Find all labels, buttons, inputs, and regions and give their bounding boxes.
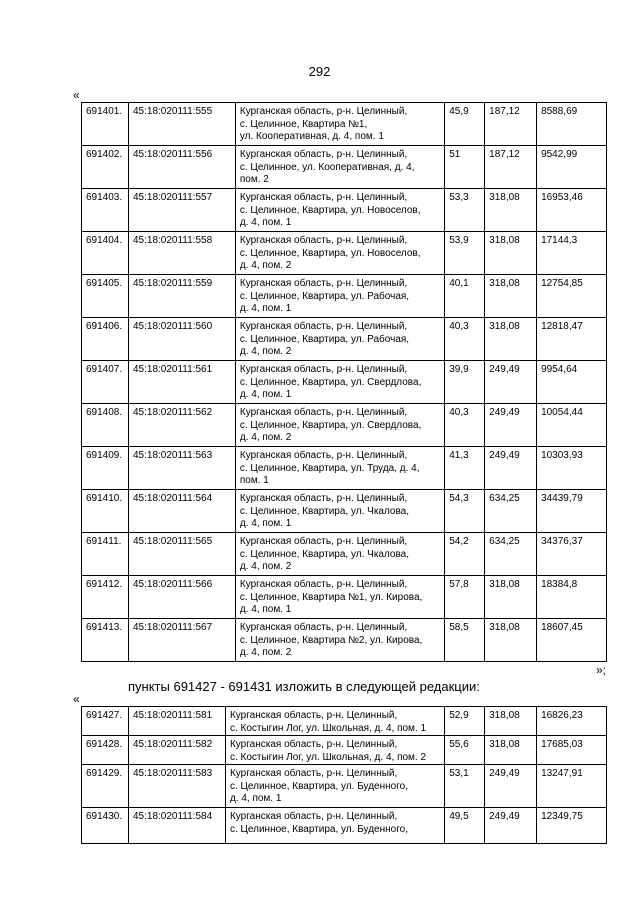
address-line: с. Целинное, ул. Кооперативная, д. 4, [239,161,415,173]
cell-cadastral-value: 18384,8 [537,576,607,619]
address-line: с. Целинное, Квартира, ул. Новоселов, [239,247,421,259]
cell-address [235,146,444,189]
cell-cadastral-number: 45:18:020111:562 [128,404,235,447]
table-row [82,533,607,576]
cell-row-number: 691406. [82,318,129,361]
address-line: Курганская область, р-н. Целинный, [239,493,408,504]
cell-cadastral-value: 34376,37 [537,533,607,576]
address-line: с. Целинное, Квартира, ул. Новоселов, [239,204,421,216]
cell-area: 53,1 [445,765,485,808]
cell-area: 40,3 [445,318,485,361]
address-line: д. 4, пом. 2 [239,346,292,357]
table-row [82,318,607,361]
address-line: Курганская область, р-н. Целинный, [239,278,408,289]
cell-cadastral-number: 45:18:020111:556 [128,146,235,189]
cell-cadastral-number: 45:18:020111:584 [128,808,225,844]
cell-rate: 249,49 [485,765,537,808]
cell-area: 40,1 [445,275,485,318]
cell-rate: 318,08 [485,736,537,765]
address-line: д. 4, пом. 1 [239,389,292,400]
cell-address [225,736,444,765]
address-line: Курганская область, р-н. Целинный, [239,192,408,203]
address-line: Курганская область, р-н. Целинный, [239,407,408,418]
cell-area: 39,9 [445,361,485,404]
address-line: с. Целинное, Квартира, ул. Рабочая, [239,333,410,345]
cell-address [235,189,444,232]
table-row [82,447,607,490]
cell-row-number: 691412. [82,576,129,619]
cell-row-number: 691407. [82,361,129,404]
address-line: Курганская область, р-н. Целинный, [239,364,408,375]
cell-rate: 249,49 [485,447,537,490]
address-line: Курганская область, р-н. Целинный, [229,739,398,750]
open-quote-2: « [73,692,80,706]
table-row [82,103,607,146]
cell-rate: 634,25 [485,490,537,533]
cell-address [235,619,444,662]
cell-area: 57,8 [445,576,485,619]
cell-rate: 318,08 [485,275,537,318]
cell-address [235,490,444,533]
address-line: д. 4, пом. 1 [239,303,292,314]
table-row [82,707,607,736]
cell-address [235,576,444,619]
address-line: с. Целинное, Квартира, ул. Буденного, [229,823,408,835]
address-line: с. Целинное, Квартира, ул. Свердлова, [239,376,422,388]
table-row [82,736,607,765]
address-line: с. Целинное, Квартира, ул. Чкалова, [239,548,410,560]
cell-address [235,533,444,576]
cell-rate: 249,49 [485,404,537,447]
cell-rate: 187,12 [485,103,537,146]
address-line: с. Целинное, Квартира, ул. Буденного, [229,780,408,792]
cell-cadastral-value: 8588,69 [537,103,607,146]
cell-cadastral-number: 45:18:020111:582 [128,736,225,765]
cell-cadastral-number: 45:18:020111:564 [128,490,235,533]
cell-cadastral-number: 45:18:020111:565 [128,533,235,576]
cell-row-number: 691411. [82,533,129,576]
cell-address [235,103,444,146]
cell-area: 54,2 [445,533,485,576]
cell-cadastral-number: 45:18:020111:561 [128,361,235,404]
cell-address [235,404,444,447]
cell-rate: 318,08 [485,318,537,361]
page-number: 292 [308,64,331,79]
cell-rate: 318,08 [485,707,537,736]
cell-cadastral-value: 18607,45 [537,619,607,662]
address-line: д. 4, пом. 1 [239,217,292,228]
cell-cadastral-number: 45:18:020111:559 [128,275,235,318]
address-line: д. 4, пом. 1 [229,793,282,804]
cell-cadastral-value: 17144,3 [537,232,607,275]
cell-area: 51 [445,146,485,189]
address-line: с. Целинное, Квартира №2, ул. Кирова, [239,634,423,646]
cell-row-number: 691402. [82,146,129,189]
address-line: Курганская область, р-н. Целинный, [229,710,398,721]
address-line: пом. 2 [239,174,269,185]
cell-row-number: 691408. [82,404,129,447]
cell-cadastral-value: 12349,75 [537,808,607,844]
address-line: д. 4, пом. 1 [239,518,292,529]
cell-row-number: 691409. [82,447,129,490]
cell-address [235,318,444,361]
address-line: д. 4, пом. 2 [239,647,292,658]
property-table-2 [81,706,607,844]
address-line: д. 4, пом. 1 [239,604,292,615]
address-line: д. 4, пом. 2 [239,432,292,443]
cell-address [235,232,444,275]
address-line: с. Костыгин Лог, ул. Школьная, д. 4, пом. 1 [229,722,427,734]
address-line: Курганская область, р-н. Целинный, [239,622,408,633]
close-quote: »; [596,663,607,677]
cell-row-number: 691427. [82,707,129,736]
cell-row-number: 691410. [82,490,129,533]
cell-cadastral-number: 45:18:020111:555 [128,103,235,146]
cell-cadastral-value: 16826,23 [537,707,607,736]
table-row [82,576,607,619]
cell-row-number: 691405. [82,275,129,318]
cell-cadastral-value: 17685,03 [537,736,607,765]
cell-cadastral-value: 12818,47 [537,318,607,361]
cell-area: 53,9 [445,232,485,275]
cell-area: 49,5 [445,808,485,844]
cell-cadastral-number: 45:18:020111:557 [128,189,235,232]
table-row [82,232,607,275]
address-line: д. 4, пом. 2 [239,561,292,572]
cell-area: 41,3 [445,447,485,490]
cell-cadastral-number: 45:18:020111:567 [128,619,235,662]
cell-area: 40,3 [445,404,485,447]
cell-rate: 187,12 [485,146,537,189]
address-line: с. Костыгин Лог, ул. Школьная, д. 4, пом. 2 [229,751,427,763]
address-line: Курганская область, р-н. Целинный, [239,321,408,332]
cell-cadastral-value: 9542,99 [537,146,607,189]
cell-cadastral-number: 45:18:020111:560 [128,318,235,361]
address-line: д. 4, пом. 2 [239,260,292,271]
address-line: Курганская область, р-н. Целинный, [239,149,408,160]
table-row [82,361,607,404]
cell-area: 58,5 [445,619,485,662]
address-line: Курганская область, р-н. Целинный, [239,536,408,547]
address-line: ул. Кооперативная, д. 4, пом. 1 [239,131,384,142]
address-line: Курганская область, р-н. Целинный, [239,235,408,246]
table-row [82,404,607,447]
table-row [82,189,607,232]
cell-row-number: 691428. [82,736,129,765]
address-line: с. Целинное, Квартира №1, ул. Кирова, [239,591,423,603]
cell-row-number: 691413. [82,619,129,662]
cell-cadastral-value: 16953,46 [537,189,607,232]
address-line: с. Целинное, Квартира, ул. Чкалова, [239,505,410,517]
cell-area: 54,3 [445,490,485,533]
cell-cadastral-value: 34439,79 [537,490,607,533]
cell-address [235,447,444,490]
cell-cadastral-value: 13247,91 [537,765,607,808]
cell-address [225,808,444,844]
address-line: с. Целинное, Квартира, ул. Труда, д. 4, [239,462,420,474]
property-table-1 [81,102,607,662]
cell-cadastral-value: 10054,44 [537,404,607,447]
cell-rate: 318,08 [485,576,537,619]
cell-cadastral-number: 45:18:020111:581 [128,707,225,736]
cell-rate: 634,25 [485,533,537,576]
cell-address [225,765,444,808]
table-row [82,490,607,533]
cell-area: 55,6 [445,736,485,765]
cell-row-number: 691430. [82,808,129,844]
cell-rate: 318,08 [485,189,537,232]
table-row [82,765,607,808]
address-line: с. Целинное, Квартира, ул. Свердлова, [239,419,422,431]
table-row [82,808,607,844]
address-line: с. Целинное, Квартира №1, [239,118,368,130]
cell-area: 45,9 [445,103,485,146]
amendment-paragraph: пункты 691427 - 691431 изложить в следующей редакции: [128,679,480,694]
address-line: Курганская область, р-н. Целинный, [239,579,408,590]
cell-cadastral-number: 45:18:020111:563 [128,447,235,490]
cell-cadastral-value: 10303,93 [537,447,607,490]
cell-row-number: 691403. [82,189,129,232]
address-line: Курганская область, р-н. Целинный, [239,106,408,117]
cell-cadastral-number: 45:18:020111:558 [128,232,235,275]
cell-rate: 318,08 [485,619,537,662]
cell-rate: 249,49 [485,361,537,404]
cell-area: 53,3 [445,189,485,232]
address-line: Курганская область, р-н. Целинный, [229,811,398,822]
cell-rate: 318,08 [485,232,537,275]
cell-address [225,707,444,736]
cell-row-number: 691404. [82,232,129,275]
address-line: пом. 1 [239,475,269,486]
cell-row-number: 691429. [82,765,129,808]
cell-address [235,361,444,404]
cell-area: 52,9 [445,707,485,736]
table-row [82,275,607,318]
address-line: Курганская область, р-н. Целинный, [229,768,398,779]
cell-cadastral-number: 45:18:020111:566 [128,576,235,619]
open-quote-1: « [73,88,80,102]
cell-row-number: 691401. [82,103,129,146]
cell-cadastral-value: 9954,64 [537,361,607,404]
cell-address [235,275,444,318]
address-line: Курганская область, р-н. Целинный, [239,450,408,461]
cell-cadastral-number: 45:18:020111:583 [128,765,225,808]
table-row [82,146,607,189]
cell-cadastral-value: 12754,85 [537,275,607,318]
table-row [82,619,607,662]
cell-rate: 249,49 [485,808,537,844]
address-line: с. Целинное, Квартира, ул. Рабочая, [239,290,410,302]
